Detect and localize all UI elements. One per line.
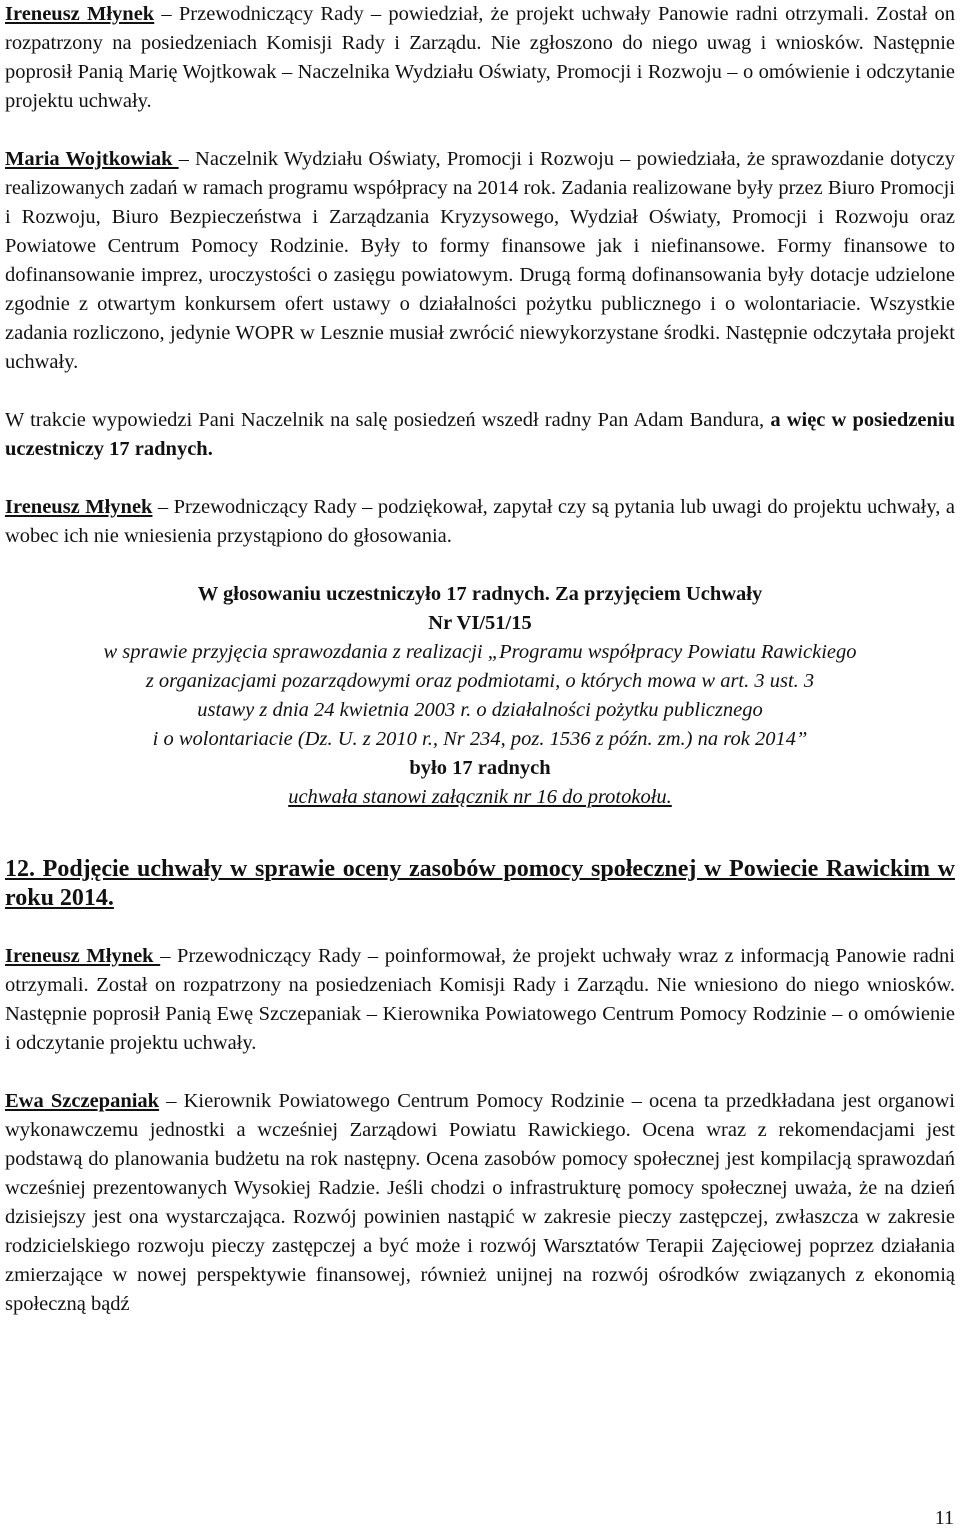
section-heading: 12. Podjęcie uchwały w sprawie oceny zasobów pomocy społecznej w Powiecie Rawickim w roku 2014. — [5, 856, 955, 911]
document-page — [5, 0, 955, 1319]
paragraph-text: – Naczelnik Wydziału Oświaty, Promocji i Rozwoju – powiedziała, że sprawozdanie dotyczy realizowanych zadań w ramach programu współpracy na 2014 rok. Zadania realizowane były przez Biuro Promocji i Rozwoju, Biuro Bezpieczeństwa i Zarządzania Kryzysowego, Wydział Oświaty, Promocji i Rozwoju oraz Powiatowe Centrum Pomocy Rodzinie. Były to formy finansowe jak i niefinansowe. Formy finansowe to dofinansowanie imprez, uroczystości o zasięgu powiatowym. Drugą formą dofinansowania były dotacje udzielone zgodnie z otwartym konkursem ofert ustawy o działalności pożytku publicznego i o wolontariacie. Wszystkie zadania rozliczono, jedynie WOPR w Lesznie musiał zwrócić niewykorzystane środki. Następnie odczytała projekt uchwały. — [5, 148, 955, 373]
paragraph-szczepaniak — [5, 1087, 955, 1319]
paragraph-mlynek-2 — [5, 493, 955, 551]
vote-block — [5, 580, 955, 812]
speaker-name: Ireneusz Młynek — [5, 3, 155, 25]
speaker-name: Maria Wojtkowiak — [5, 148, 179, 170]
paragraph-text: – Kierownik Powiatowego Centrum Pomocy Rodzinie – ocena ta przedkładana jest organowi wykonawczemu jednostki a wcześniej Zarządowi Powiatu Rawickiego. Ocena wraz z rekomendacjami jest podstawą do planowania budżetu na rok następny. Ocena zasobów pomocy społecznej jest kompilacją sprawozdań wcześniej prezentowanych Wysokiej Radzie. Jeśli chodzi o infrastrukturę pomocy społecznej uważa, że na dzień dzisiejszy jest ona wystarczająca. Rozwój powinien nastąpić w zakresie pieczy zastępczej, zwłaszcza w zakresie rodzicielskiego rozwoju pieczy zastępczej a być może i rozwój Warsztatów Terapii Zajęciowej poprzez działania zmierzające w nowej perspektywie finansowej, również unijnej na rozwój ośrodków związanych z ekonomią społeczną bądź — [5, 1090, 955, 1315]
paragraph-text: W trakcie wypowiedzi Pani Naczelnik na salę posiedzeń wszedł radny Pan Adam Bandura, — [5, 409, 771, 431]
vote-result: było 17 radnych — [409, 757, 551, 779]
paragraph-text: – Przewodniczący Rady – poinformował, że projekt uchwały wraz z informacją Panowie radni otrzymali. Został on rozpatrzony na posiedzeniach Komisji Rady i Zarządu. Nie wniesiono do niego wniosków. Następnie poprosił Panią Ewę Szczepaniak – Kierownika Powiatowego Centrum Pomocy Rodzinie – o omówienie i odczytanie projektu uchwały. — [5, 945, 955, 1054]
vote-line: W głosowaniu uczestniczyło 17 radnych. Za przyjęciem Uchwały — [197, 583, 763, 605]
paragraph-mlynek-1 — [5, 0, 955, 116]
paragraph-text: – Przewodniczący Rady – podziękował, zapytał czy są pytania lub uwagi do projektu uchwały, a wobec ich nie wniesienia przystąpiono do głosowania. — [5, 496, 955, 547]
attendance-note: a więc w posiedzeniu uczestniczy 17 radnych. — [5, 409, 955, 460]
speaker-name: Ireneusz Młynek — [5, 945, 161, 967]
paragraph-mlynek-3 — [5, 942, 955, 1058]
paragraph-text: – Przewodniczący Rady – powiedział, że projekt uchwały Panowie radni otrzymali. Został on rozpatrzony na posiedzeniach Komisji Rady i Zarządu. Nie zgłoszono do niego uwag i wniosków. Następnie poprosił Panią Marię Wojtkowak – Naczelnika Wydziału Oświaty, Promocji i Rozwoju – o omówienie i odczytanie projektu uchwały. — [5, 3, 955, 112]
paragraph-wojtkowiak — [5, 145, 955, 377]
speaker-name: Ireneusz Młynek — [5, 496, 153, 518]
resolution-title: ustawy z dnia 24 kwietnia 2003 r. o działalności pożytku publicznego — [197, 699, 763, 721]
resolution-title: z organizacjami pozarządowymi oraz podmiotami, o których mowa w art. 3 ust. 3 — [145, 670, 815, 692]
resolution-title: i o wolontariacie (Dz. U. z 2010 r., Nr 234, poz. 1536 z późn. zm.) na rok 2014” — [152, 728, 808, 750]
resolution-number: Nr VI/51/15 — [428, 612, 532, 634]
paragraph-bandura — [5, 406, 955, 464]
page-number: 11 — [934, 1507, 954, 1529]
attachment-note: uchwała stanowi załącznik nr 16 do protokołu. — [288, 786, 672, 808]
resolution-title: w sprawie przyjęcia sprawozdania z realizacji „Programu współpracy Powiatu Rawickiego — [103, 641, 857, 663]
speaker-name: Ewa Szczepaniak — [5, 1090, 160, 1112]
